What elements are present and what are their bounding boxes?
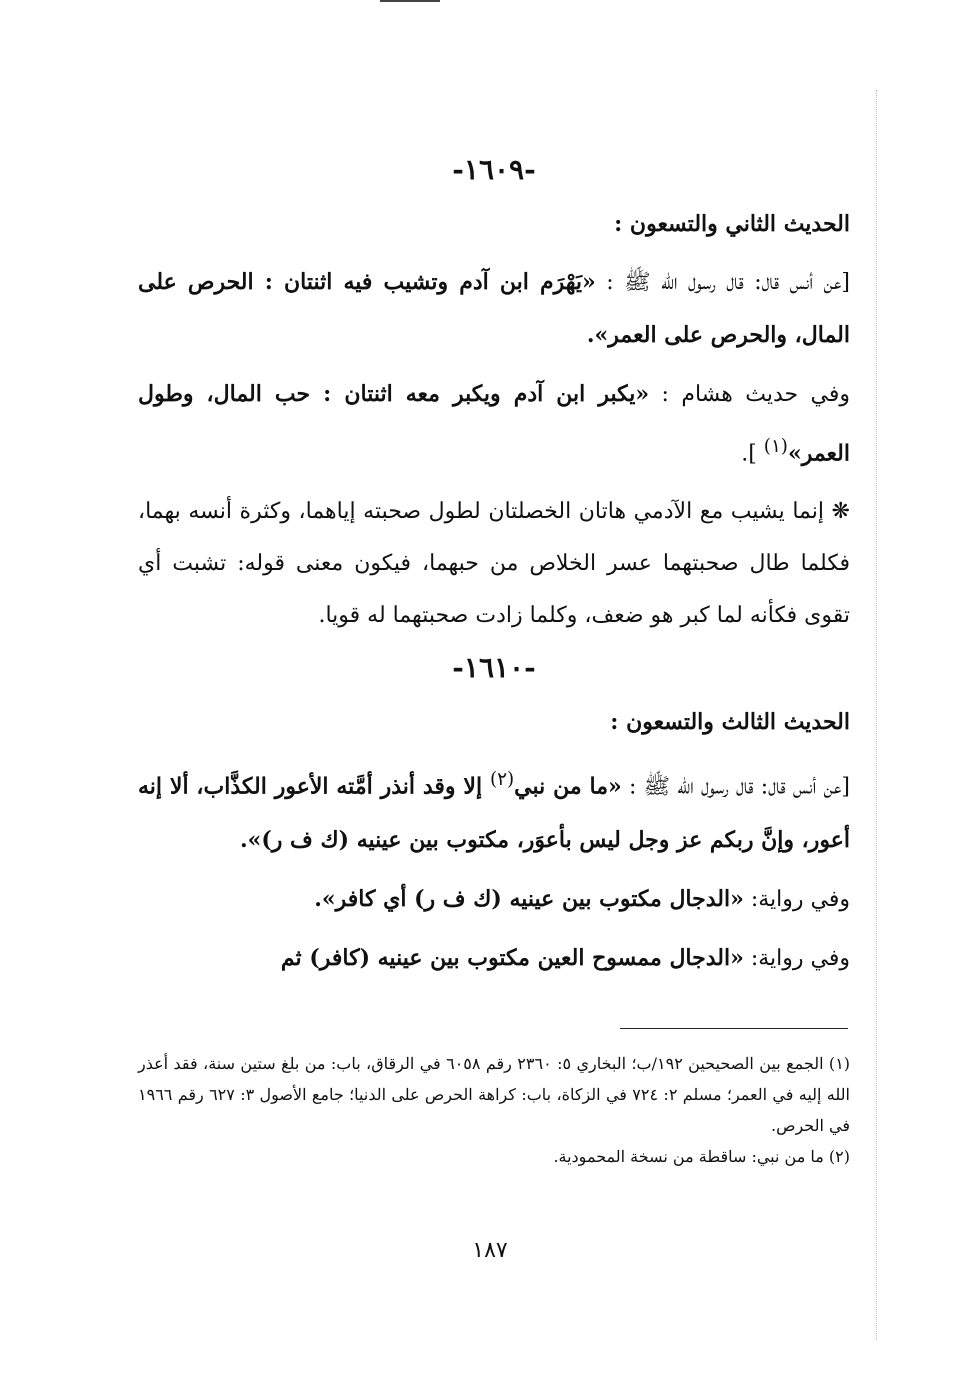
hadith-number-1609: -١٦٠٩- [452,153,536,186]
main-text [138,150,850,991]
page-number: ١٨٧ [472,1238,508,1263]
hadith-quote: «الدجال ممسوح العين مكتوب بين عينيه (كافر) ثم [280,944,744,971]
hadith-quote-b: إلا وقد أنذر أمَّته الأعور الكذَّاب، ألا إنه أعور، وإنَّ ربكم عز وجل ليس بأعوَر، مكتوب بين عينيه (ك ف ر)». [138,773,850,853]
hadith-quote: «يَهْرَم ابن آدم وتشيب فيه اثنتان : الحرص على المال، والحرص على العمر». [138,269,850,348]
narration-intro: وفي رواية: [743,945,850,971]
footnote-2: (٢) ما من نبي: ساقطة من نسخة المحمودية. [553,1147,850,1166]
footnote-separator [620,1028,848,1029]
footnote-ref-2: (٢) [489,769,515,791]
hadith-heading-1609: الحديث الثاني والتسعون : [614,211,850,237]
commentary-1609: ❋ إنما يشيب مع الآدمي هاتان الخصلتان لطول صحبته إياهما، وكثرة أنسه بهما، فكلما طال صحبتهما عسر الخلاص من حبهما، فيكون معنى قوله: تشبت أي تقوى فكأنه لما كبر هو ضعف، وكلما زادت صحبتهما له قويا. [138,486,850,642]
footnote-ref-1: (١) [763,436,788,457]
scan-mark [380,0,440,8]
hadith-quote: «الدجال مكتوب بين عينيه (ك ف ر) أي كافر». [314,885,744,912]
footnote-1: (١) الجمع بين الصحيحين ١٩٢/ب؛ البخاري ٥: ٢٣٦٠ رقم ٦٠٥٨ في الرقاق، باب: من بلغ ستين سنة، فقد أعذر الله إليه في العمر؛ مسلم ٢: ٧٢٤ في الزكاة، باب: كراهة الحرص على الدنيا؛ جامع الأصول ٣: ٦٢٧ رقم ١٩٦٦ في الحرص. [138,1054,851,1135]
narration-intro: وفي حديث هشام : [649,382,850,407]
hadith-text-1609 [138,256,850,362]
hadith-text-1610 [138,754,850,866]
hadith-quote: «يكبر ابن آدم ويكبر معه اثنتان : حب المال، وطول العمر» [138,381,850,467]
hadith-heading-1610: الحديث الثالث والتسعون : [610,709,850,736]
variant-1 [138,873,850,926]
bracket-close: ]. [741,441,764,467]
hadith-quote-a: «ما من نبي [514,773,622,800]
hadith-number-1610: -١٦١٠- [452,651,536,685]
narration-intro: وفي رواية: [743,886,850,912]
narration-intro: [عن أنس قال: قال رسول الله ﷺ : [621,774,850,800]
variant-2 [138,932,850,985]
hisham-variant [138,368,850,480]
footnotes [138,1048,850,1172]
page-edge [876,90,877,1340]
narration-intro: [عن أنس قال: قال رسول الله ﷺ : [595,270,850,295]
